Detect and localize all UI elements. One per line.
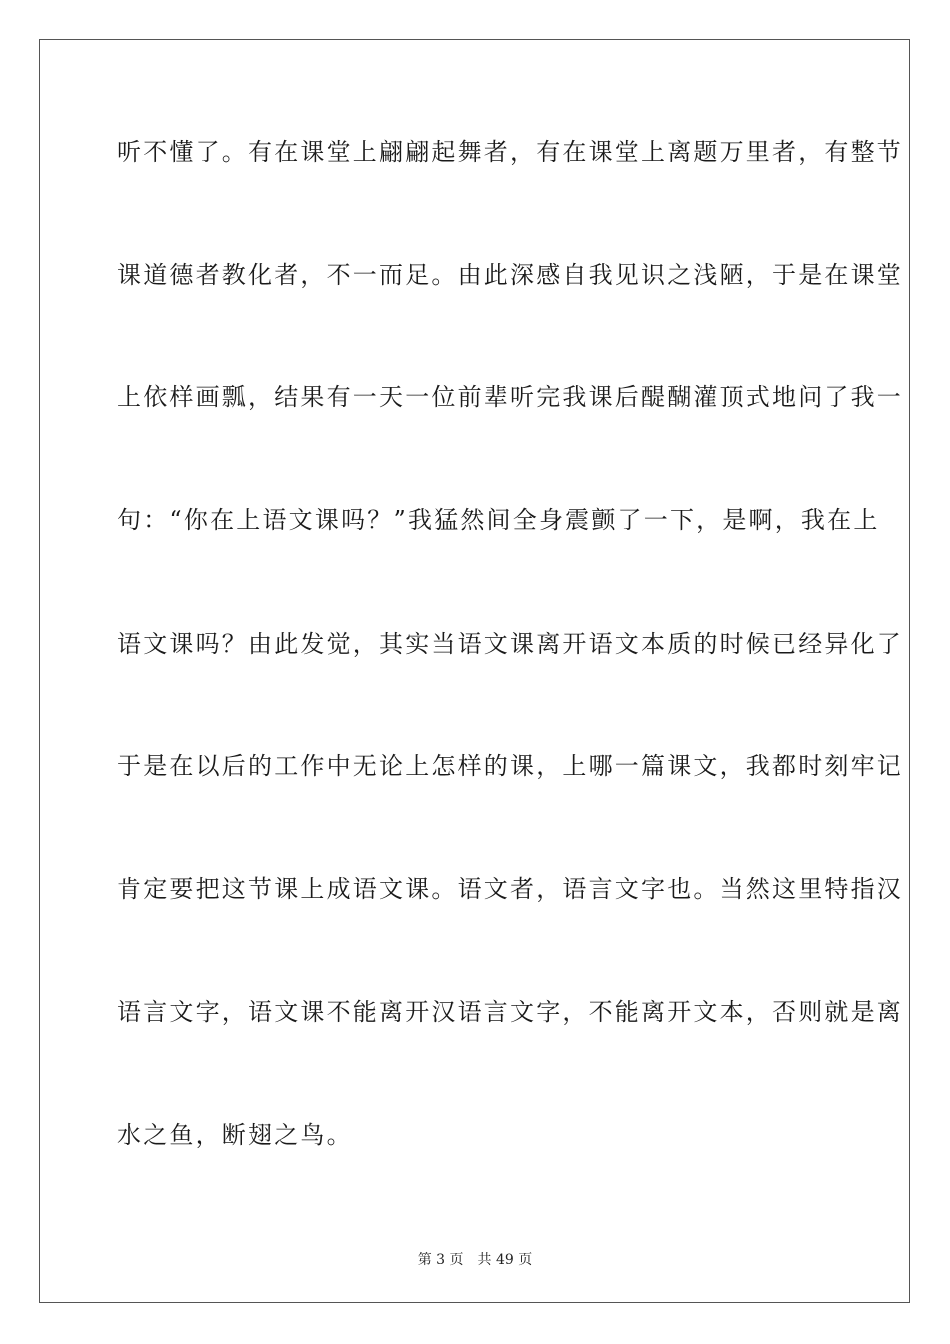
text-line: 语言文字，语文课不能离开汉语言文字，不能离开文本，否则就是离 [117, 998, 903, 1026]
text-line: 于是在以后的工作中无论上怎样的课，上哪一篇课文，我都时刻牢记 [117, 752, 903, 780]
text-line: 课道德者教化者，不一而足。由此深感自我见识之浅陋，于是在课堂 [117, 261, 903, 289]
page-footer [0, 1249, 950, 1269]
text-line: 水之鱼，断翅之鸟。 [117, 1121, 353, 1149]
page-total: 共 49 页 [477, 1252, 533, 1268]
text-line: 听不懂了。有在课堂上翩翩起舞者，有在课堂上离题万里者，有整节 [117, 138, 903, 166]
page-number: 第 3 页 [417, 1252, 464, 1268]
page-border [39, 39, 910, 1303]
text-line: 肯定要把这节课上成语文课。语文者，语言文字也。当然这里特指汉 [117, 875, 903, 903]
text-line: 上依样画瓢，结果有一天一位前辈听完我课后醍醐灌顶式地问了我一 [117, 383, 903, 411]
text-line: 句：“你在上语文课吗？”我猛然间全身震颤了一下，是啊，我在上 [117, 506, 880, 534]
text-line: 语文课吗？由此发觉，其实当语文课离开语文本质的时候已经异化了 [117, 630, 903, 658]
